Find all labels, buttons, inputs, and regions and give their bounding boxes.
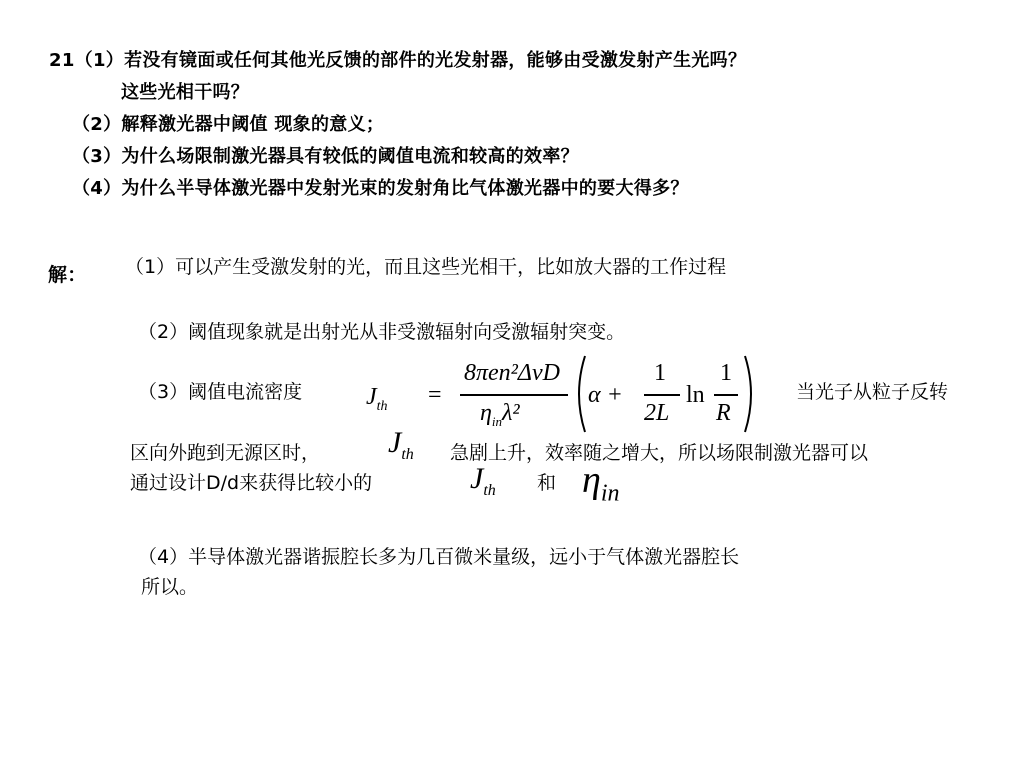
formula-den-lambda: λ²	[502, 400, 520, 426]
formula-lhs	[366, 384, 388, 415]
inline-eta-in	[582, 458, 620, 508]
inline-jth-1	[388, 426, 414, 464]
answer-part3-line3-and: 和	[537, 472, 557, 494]
inline-jth-2-sub: th	[483, 482, 496, 499]
question-part3: （3）为什么场限制激光器具有较低的阈值电流和较高的效率？	[72, 146, 579, 167]
answer-part3-suffix: 当光子从粒子反转	[796, 381, 949, 403]
answer-part1: （1）可以产生受激发射的光，而且这些光相干，比如放大器的工作过程	[125, 256, 727, 278]
question-number	[49, 46, 746, 72]
answer-part3-line2-start: 区向外跑到无源区时，	[130, 442, 321, 464]
inline-jth-1-j: J	[388, 426, 402, 459]
formula-lhs-sub: th	[376, 398, 388, 414]
answer-part3-line2-end: 急剧上升，效率随之增大，所以场限制激光器可以	[450, 442, 869, 464]
formula-equals: =	[428, 382, 442, 408]
formula-alpha: α +	[588, 382, 623, 408]
formula-ln: ln	[686, 382, 705, 408]
inline-jth-2	[470, 462, 496, 500]
formula-r: R	[716, 400, 731, 426]
formula-den-eta: η	[480, 400, 492, 426]
formula-fraction-bar	[460, 394, 568, 396]
formula-bar-r	[714, 394, 738, 396]
question-number-text: 21	[49, 50, 75, 71]
inline-eta-in-sub: in	[600, 480, 620, 507]
answer-part3-prefix: （3）阈值电流密度	[138, 381, 303, 403]
formula-left-paren	[572, 354, 588, 434]
formula-right-paren	[742, 354, 758, 434]
question-part1-line2: 这些光相干吗？	[121, 82, 250, 103]
formula-one-a: 1	[654, 360, 666, 386]
formula-numerator: 8πen²ΔνD	[464, 360, 560, 386]
question-part4: （4）为什么半导体激光器中发射光束的发射角比气体激光器中的要大得多？	[72, 178, 689, 199]
answer-part4-line1: （4）半导体激光器谐振腔长多为几百微米量级，远小于气体激光器腔长	[138, 546, 740, 568]
formula-two-l: 2L	[644, 400, 670, 426]
answer-part4-line2: 所以。	[141, 576, 199, 598]
formula-denominator	[480, 400, 520, 430]
answer-part2: （2）阈值现象就是出射光从非受激辐射向受激辐射突变。	[138, 321, 626, 343]
formula-one-b: 1	[720, 360, 732, 386]
inline-jth-1-sub: th	[401, 446, 414, 463]
inline-jth-2-j: J	[470, 462, 484, 495]
question-part1-line1: （1）若没有镜面或任何其他光反馈的部件的光发射器，能够由受激发射产生光吗？	[74, 50, 747, 71]
formula-den-sub: in	[491, 413, 503, 429]
formula-lhs-j: J	[366, 384, 377, 410]
inline-eta-in-eta: η	[582, 459, 601, 501]
threshold-formula	[360, 350, 760, 440]
formula-bar-2l	[644, 394, 680, 396]
question-part2: （2）解释激光器中阈值 现象的意义；	[72, 114, 385, 135]
answer-label: 解：	[48, 264, 87, 286]
answer-part3-line3-start: 通过设计D/d来获得比较小的	[130, 472, 373, 494]
